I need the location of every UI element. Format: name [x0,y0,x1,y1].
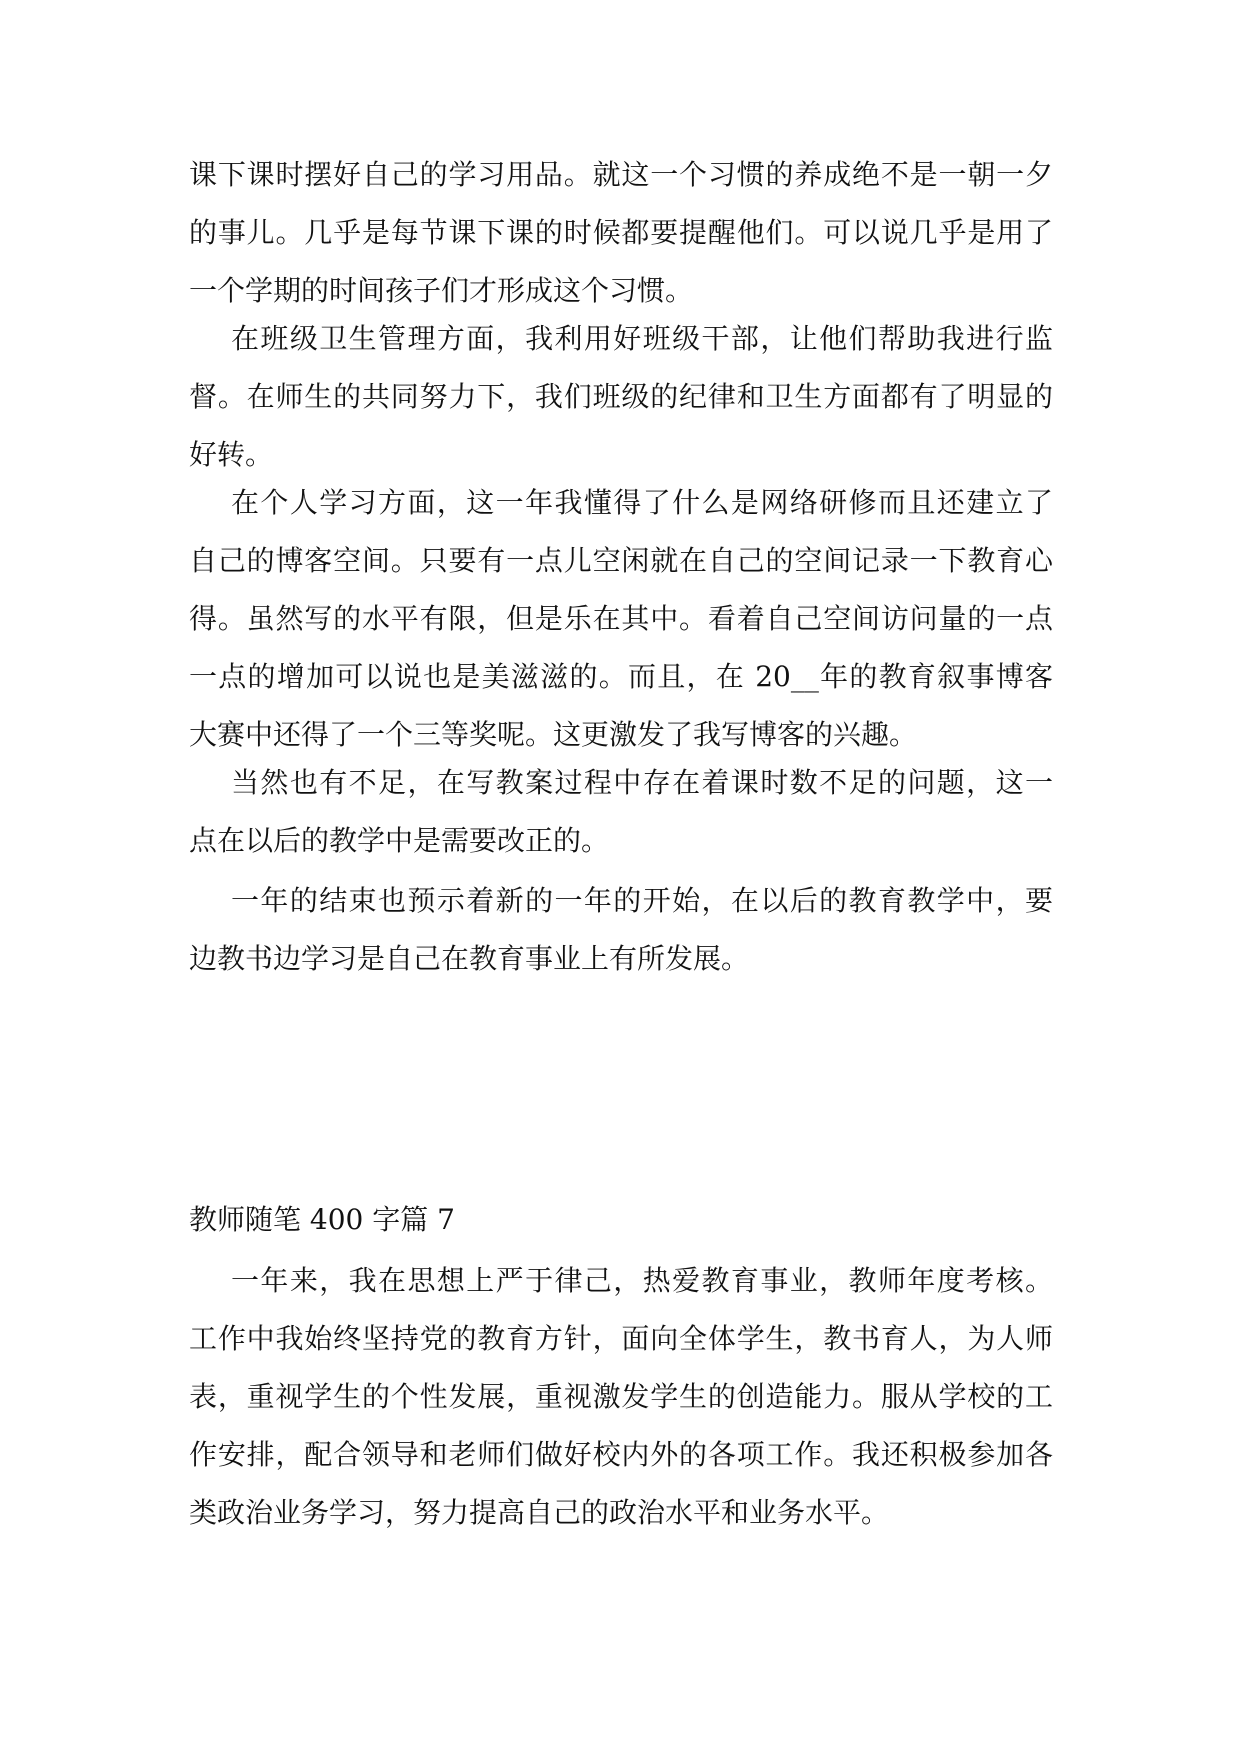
paragraph-line: 表，重视学生的个性发展，重视激发学生的创造能力。服从学校的工 [189,1380,1053,1413]
paragraph-line: 一个学期的时间孩子们才形成这个习惯。 [189,274,694,307]
paragraph-line: 在班级卫生管理方面，我利用好班级干部，让他们帮助我进行监 [231,322,1053,355]
paragraph-line: 类政治业务学习，努力提高自己的政治水平和业务水平。 [189,1496,890,1529]
paragraph-line: 一点的增加可以说也是美滋滋的。而且，在 20__年的教育叙事博客 [189,660,1053,693]
paragraph-shortcomings [189,754,1053,870]
paragraph-line: 作安排，配合领导和老师们做好校内外的各项工作。我还积极参加各 [189,1438,1053,1471]
paragraph-line: 自己的博客空间。只要有一点儿空闲就在自己的空间记录一下教育心 [189,544,1053,577]
paragraph-line: 得。虽然写的水平有限，但是乐在其中。看着自己空间访问量的一点 [189,602,1053,635]
section-heading: 教师随笔 400 字篇 7 [189,1203,455,1236]
paragraph-line: 课下课时摆好自己的学习用品。就这一个习惯的养成绝不是一朝一夕 [189,158,1053,191]
paragraph-line: 好转。 [189,438,274,471]
paragraph-annual-summary [189,1252,1053,1542]
paragraph-hygiene [189,310,1053,484]
paragraph-line: 点在以后的教学中是需要改正的。 [189,824,610,857]
paragraph-line: 一年的结束也预示着新的一年的开始，在以后的教育教学中，要 [231,884,1053,917]
paragraph-line: 的事儿。几乎是每节课下课的时候都要提醒他们。可以说几乎是用了 [189,216,1053,249]
paragraph-line: 一年来，我在思想上严于律己，热爱教育事业，教师年度考核。 [231,1264,1053,1297]
paragraph-line: 边教书边学习是自己在教育事业上有所发展。 [189,942,750,975]
paragraph-line: 在个人学习方面，这一年我懂得了什么是网络研修而且还建立了 [231,486,1053,519]
paragraph-line: 当然也有不足，在写教案过程中存在着课时数不足的问题，这一 [231,766,1053,799]
paragraph-line: 督。在师生的共同努力下，我们班级的纪律和卫生方面都有了明显的 [189,380,1053,413]
paragraph-outlook [189,872,1053,988]
paragraph-personal-study [189,474,1053,764]
paragraph-line: 大赛中还得了一个三等奖呢。这更激发了我写博客的兴趣。 [189,718,918,751]
paragraph-line: 工作中我始终坚持党的教育方针，面向全体学生，教书育人，为人师 [189,1322,1053,1355]
paragraph-habit [189,146,1053,320]
